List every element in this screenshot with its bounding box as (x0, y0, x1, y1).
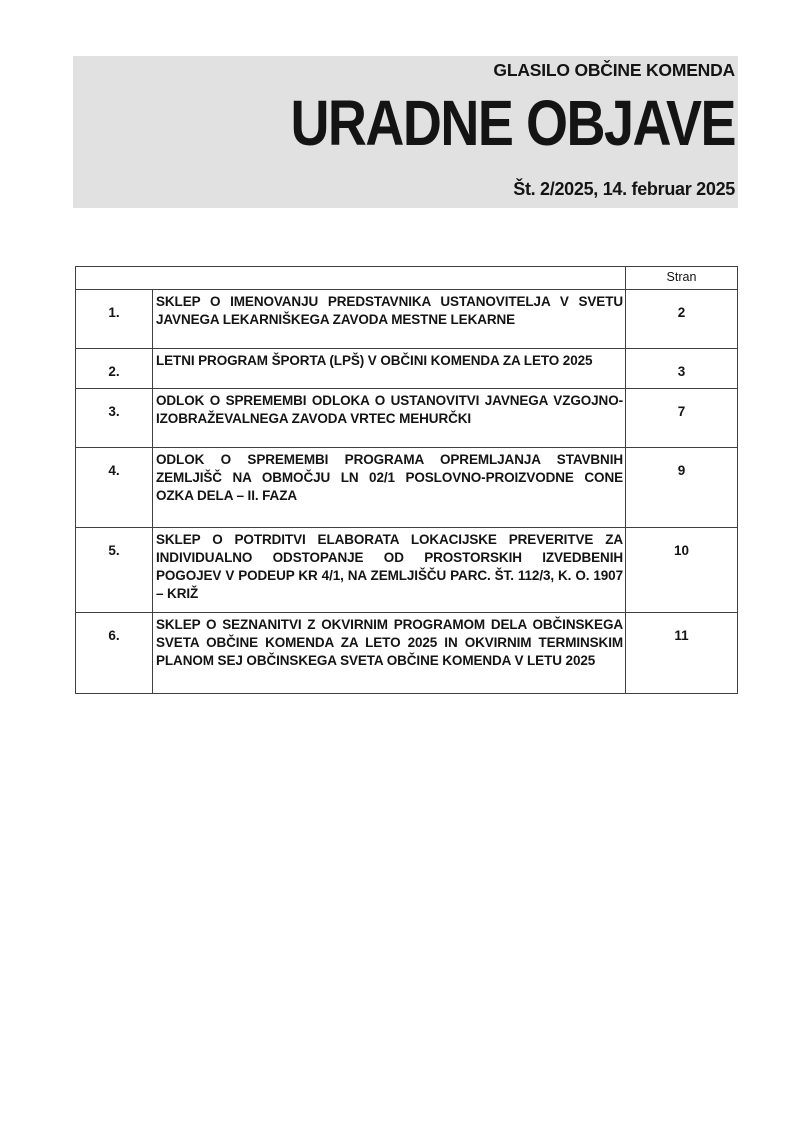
toc-row-title: SKLEP O POTRDITVI ELABORATA LOKACIJSKE PREVERITVE ZA INDIVIDUALNO ODSTOPANJE OD PROSTORSKIH IZVEDBENIH POGOJEV V PODEUP KR 4/1, NA ZEMLJIŠČU PARC. ŠT. 112/3, K. O. 1907 – KRIŽ (153, 528, 626, 613)
toc-row-page: 2 (626, 290, 738, 349)
toc-row-number: 6. (76, 613, 153, 694)
toc-row-page: 3 (626, 349, 738, 389)
toc-row-number: 1. (76, 290, 153, 349)
table-row (76, 349, 738, 389)
toc-row-number: 5. (76, 528, 153, 613)
toc-row-number: 2. (76, 349, 153, 389)
toc-row-page: 9 (626, 448, 738, 528)
toc-row-title: LETNI PROGRAM ŠPORTA (LPŠ) V OBČINI KOMENDA ZA LETO 2025 (153, 349, 626, 389)
toc-row-title: SKLEP O IMENOVANJU PREDSTAVNIKA USTANOVITELJA V SVETU JAVNEGA LEKARNIŠKEGA ZAVODA MESTNE LEKARNE (153, 290, 626, 349)
toc-row-page: 7 (626, 389, 738, 448)
page-title: URADNE OBJAVE (290, 88, 735, 160)
toc-header-empty-cell (76, 267, 626, 290)
toc-row-number: 3. (76, 389, 153, 448)
publication-name: GLASILO OBČINE KOMENDA (493, 60, 735, 80)
toc-row-title: ODLOK O SPREMEMBI ODLOKA O USTANOVITVI JAVNEGA VZGOJNO-IZOBRAŽEVALNEGA ZAVODA VRTEC MEHURČKI (153, 389, 626, 448)
table-row (76, 613, 738, 694)
table-row (76, 290, 738, 349)
toc-header-row (76, 267, 738, 290)
toc-row-number: 4. (76, 448, 153, 528)
toc-row-page: 11 (626, 613, 738, 694)
masthead (73, 56, 738, 208)
table-row (76, 528, 738, 613)
toc-row-title: SKLEP O SEZNANITVI Z OKVIRNIM PROGRAMOM DELA OBČINSKEGA SVETA OBČINE KOMENDA ZA LETO 2025 IN OKVIRNIM TERMINSKIM PLANOM SEJ OBČINSKEGA SVETA OBČINE KOMENDA V LETU 2025 (153, 613, 626, 694)
toc-table (75, 266, 738, 694)
toc-row-title: ODLOK O SPREMEMBI PROGRAMA OPREMLJANJA STAVBNIH ZEMLJIŠČ NA OBMOČJU LN 02/1 POSLOVNO-PROIZVODNE CONE OZKA DELA – II. FAZA (153, 448, 626, 528)
toc-page-column-header: Stran (626, 267, 738, 290)
issue-date-line: Št. 2/2025, 14. februar 2025 (513, 179, 735, 199)
toc-row-page: 10 (626, 528, 738, 613)
table-row (76, 389, 738, 448)
table-row (76, 448, 738, 528)
